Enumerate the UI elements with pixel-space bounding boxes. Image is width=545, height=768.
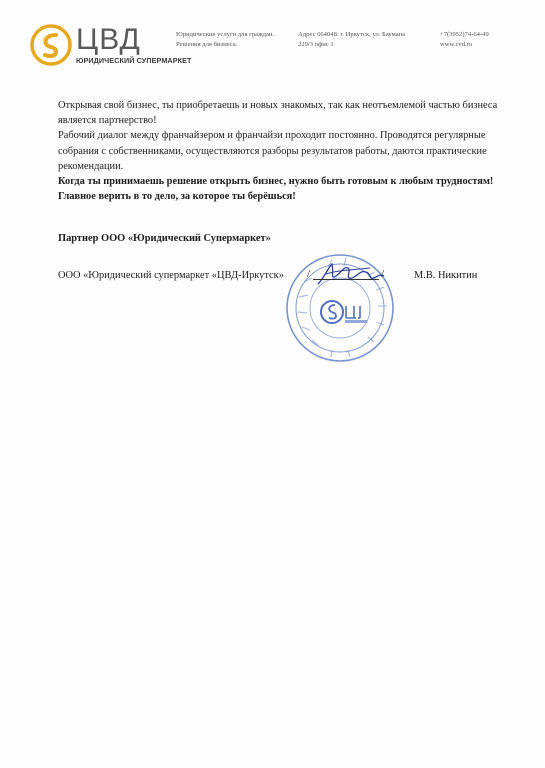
address-line: Адрес 664048: г. Иркутск, ул. Баумана [298,31,406,38]
header-address [298,30,420,50]
address-line: 229/3 офис 1 [298,41,334,48]
signature-slash: / [381,268,385,280]
website-link: www.cvd.ru [440,41,473,48]
header-contacts [440,30,520,50]
body-paragraph-emphasis: Когда ты принимаешь решение открыть бизнес, нужно быть готовым к любым трудностям! Главное верить в то дело, за которое ты берёшься! [58,176,494,203]
letter-body [58,98,508,204]
body-paragraph: Рабочий диалог между франчайзером и франчайзи проходит постоянно. Проводятся регулярные собрания с собственниками, осуществляются разборы результатов работы, даются практические рекомендации. [58,130,487,172]
phone-number: +7(3952)74-64-49 [440,31,489,38]
partner-line: Партнер ООО «Юридический Супермаркет» [58,233,271,244]
logo-brand-text: ЦВД [76,23,141,56]
company-logo [30,23,192,68]
signature-line [313,279,379,280]
logo-subtitle: ЮРИДИЧЕСКИЙ СУПЕРМАРКЕТ [76,56,192,65]
logo-emblem-icon [30,24,72,66]
body-paragraph: Открывая свой бизнес, ты приобретаешь и новых знакомых, так как неотъемлемой частью бизнеса является партнерство! [58,100,498,127]
signature-slash: / [307,268,311,280]
signature-company: ООО «Юридический супермаркет «ЦВД-Иркутск» [58,270,284,281]
services-line: Юридические услуги для граждан. [176,31,275,38]
handwritten-signature-icon [314,258,386,288]
header-services [176,30,288,50]
signer-name: М.В. Никитин [414,270,478,281]
services-line: Решения для бизнеса. [176,41,238,48]
